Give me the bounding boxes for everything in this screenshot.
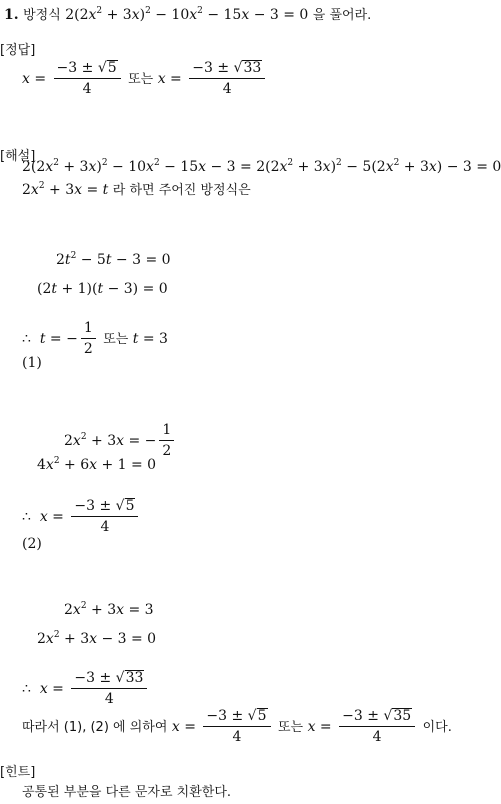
equation-t-quadratic: $2t^2 - 5t - 3 = 0$ [56,251,171,268]
therefore-t: ∴ t = − $\frac{1}{2}$ 또는 t = 3 [22,320,168,357]
answer-fraction-2: $\frac{-3 \pm √33}{4}$ [189,60,265,98]
hint-header: [힌트] [0,765,36,780]
case1-equation-1: $2x^2 + 3x$ = − $\frac{1}{2}$ [64,422,177,460]
substitution-text: 라 하면 주어진 방정식은 [112,183,251,198]
solution-line-2: $2x^2 + 3x = t$ 라 하면 주어진 방정식은 [22,181,251,198]
problem-statement: 1. 방정식 $2(2x^2 + 3x)^2 - 10x^2 - 15x - 3 = 0$ 을 풀어라. [4,6,372,23]
answer-fraction-1: $\frac{-3 \pm √5}{4}$ [54,60,121,98]
solution-header: [해설] [0,149,36,164]
conclusion-connector: 또는 [277,720,304,735]
problem-number: 1. [4,7,19,23]
answer-header: [정답] [0,43,36,58]
case1-result: ∴ x = $\frac{-3 \pm √5}{4}$ [22,498,141,536]
conclusion-suffix: 이다. [422,720,452,735]
case2-label: (2) [22,536,42,552]
conclusion-line: 따라서 (1), (2) 에 의하여 x = $\frac{-3 \pm √5}{4}$ 또는 x = $\frac{-3 \pm √35}{4}$ 이다. [22,708,452,745]
solution-line-1: $2(2x^2 + 3x)^2 - 10x^2 - 15x - 3 = 2(2x^2 + 3x)^2 - 5(2x^2 + 3x) - 3 = 0$ [22,158,501,175]
case2-result: ∴ x = $\frac{-3 \pm √33}{4}$ [22,670,150,708]
case2-equation-2: $2x^2 + 3x - 3 = 0$ [37,630,157,647]
conclusion-prefix: 따라서 (1), (2) 에 의하여 [22,720,168,735]
case1-equation-2: $4x^2 + 6x + 1 = 0$ [37,456,157,473]
answer-line: x = $\frac{-3 \pm √5}{4}$ 또는 x = $\frac{-3 \pm √33}{4}$ [22,60,268,98]
equation-t-factored: (2t + 1)(t − 3) = 0 [37,281,168,297]
answer-connector: 또는 [128,72,154,87]
case2-equation-1: $2x^2 + 3x = 3$ [64,601,154,618]
case1-label: (1) [22,355,42,371]
hint-text: 공통된 부분을 다른 문자로 치환한다. [22,785,232,800]
